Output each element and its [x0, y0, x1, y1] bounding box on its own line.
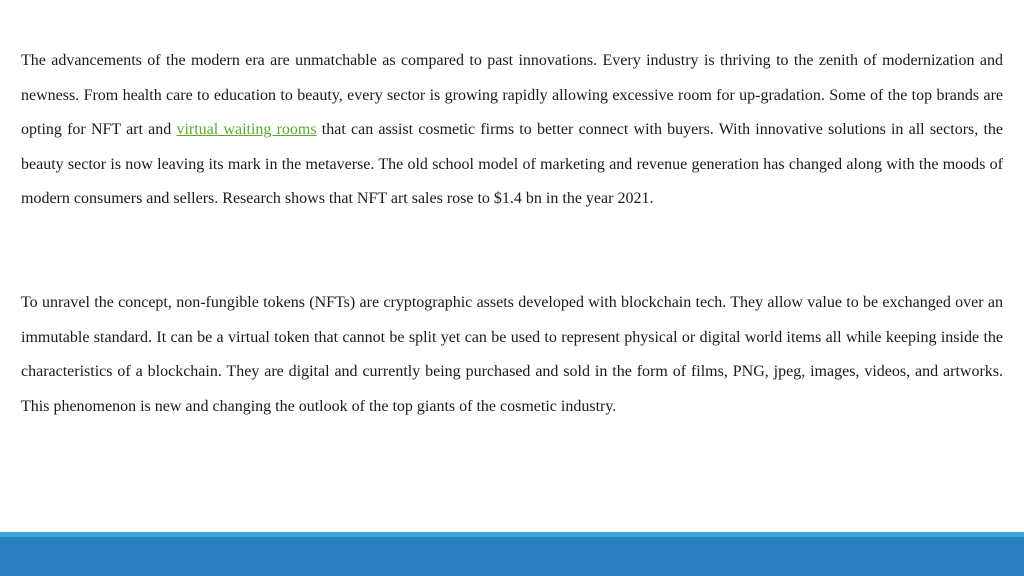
footer-bar — [0, 537, 1024, 576]
paragraph-intro — [21, 44, 1003, 217]
slide-body — [21, 44, 1003, 424]
paragraph-nft-concept: To unravel the concept, non-fungible tokens (NFTs) are cryptographic assets developed with blockchain tech. They allow value to be exchanged over an immutable standard. It can be a virtual token that cannot be split yet can be used to represent physical or digital world items all while keeping inside the characteristics of a blockchain. They are digital and currently being purchased and sold in the form of films, PNG, jpeg, images, videos, and artworks. This phenomenon is new and changing the outlook of the top giants of the cosmetic industry. — [21, 293, 1003, 415]
virtual-waiting-rooms-link[interactable]: virtual waiting rooms — [176, 121, 317, 139]
paragraph-intro-text-before-link: The advancements of the modern era are unmatchable as compared to past innovations. Every industry is thriving to the zenith of modernization and newness. From health care to education to beauty, every sector is growing rapidly allowing excessive room for up-gradation. Some of the top brands are opting for NFT art and — [21, 52, 1003, 139]
paragraph-intro-text-after-link: that can assist cosmetic firms to better connect with buyers. With innovative solutions in all sectors, the beauty sector is now leaving its mark in the metaverse. The old school model of marketing and revenue generation has changed along with the moods of modern consumers and sellers. Research shows that NFT art sales rose to $1.4 bn in the year 2021. — [21, 121, 1003, 208]
